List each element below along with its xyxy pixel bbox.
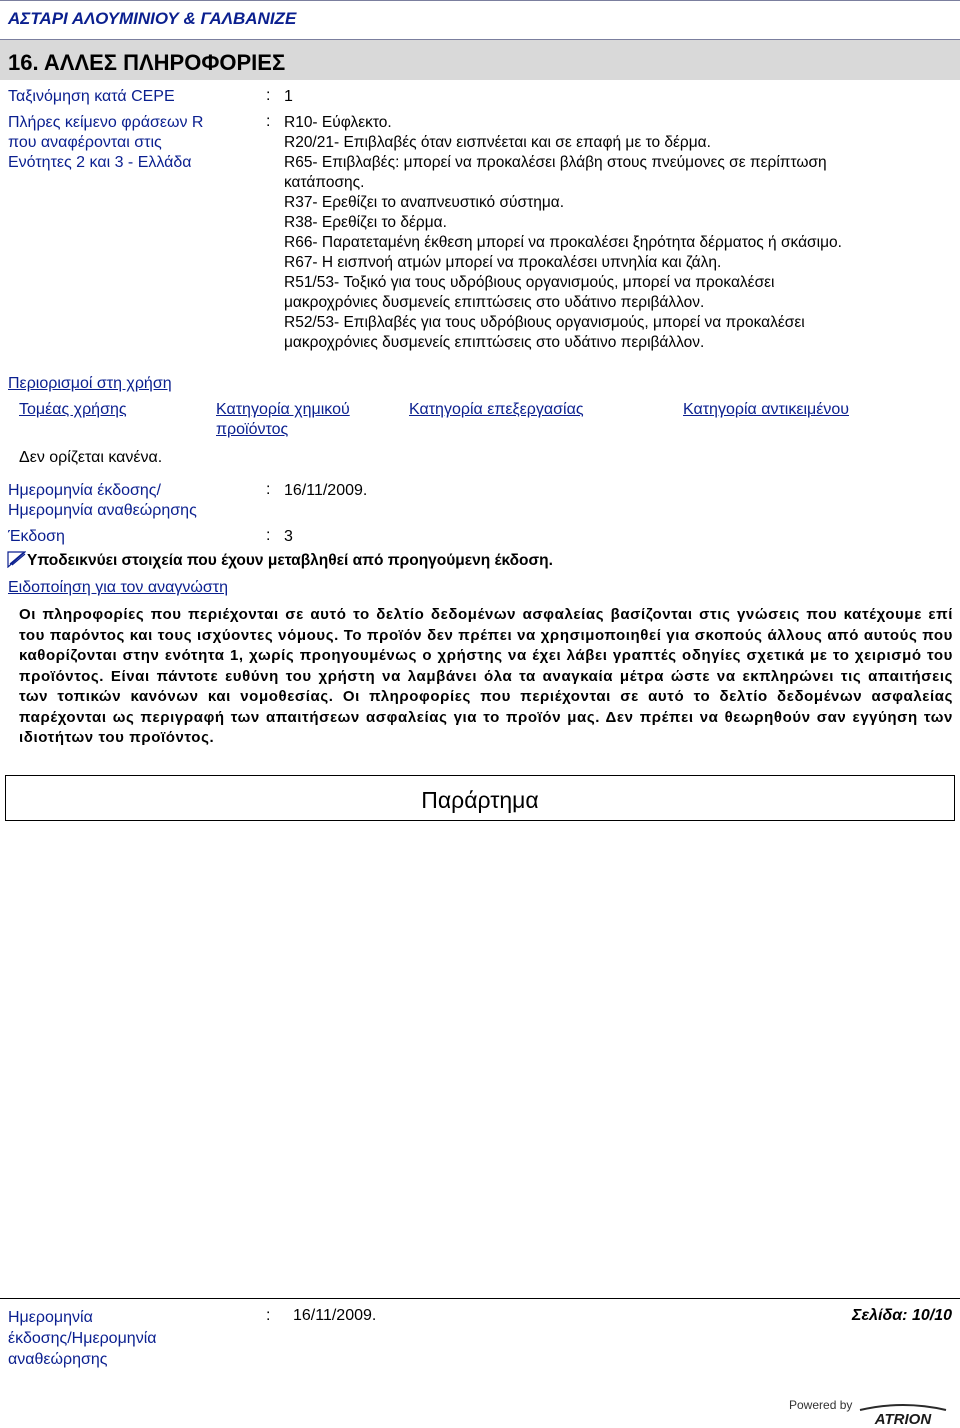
- version-label: Έκδοση: [8, 528, 65, 545]
- r-phrases-label-line-3: Ενότητες 2 και 3 - Ελλάδα: [8, 154, 192, 171]
- page-number: Σελίδα: 10/10: [852, 1307, 952, 1324]
- version-colon: :: [266, 527, 271, 544]
- version-value: 3: [284, 528, 293, 545]
- column-header-process-text: Κατηγορία επεξεργασίας: [409, 401, 584, 418]
- footer-date-value: 16/11/2009.: [293, 1307, 377, 1324]
- column-header-chemical-2: [216, 420, 288, 440]
- column-header-article: [683, 400, 849, 420]
- r-phrase-line: R37- Ερεθίζει το αναπνευστικό σύστημα.: [284, 194, 565, 211]
- r-phrase-line: R10- Εύφλεκτο.: [284, 114, 392, 131]
- r-phrase-line: R38- Ερεθίζει το δέρμα.: [284, 214, 447, 231]
- r-phrase-line: R52/53- Επιβλαβές για τους υδρόβιους οργανισμούς, μπορεί να προκαλέσει: [284, 314, 805, 331]
- r-phrases-label-line-2: που αναφέρονται στις: [8, 134, 162, 151]
- r-phrase-line: R51/53- Τοξικό για τους υδρόβιους οργανισμούς, μπορεί να προκαλέσει: [284, 274, 775, 291]
- document-title: ΑΣΤΑΡΙ ΑΛΟΥΜΙΝΙΟΥ & ΓΑΛΒΑΝΙΖΕ: [8, 9, 297, 28]
- issue-date-label-line-1: Ημερομηνία έκδοσης/: [8, 482, 161, 499]
- footer-date-label-line-1: Ημερομηνία: [8, 1309, 93, 1326]
- footer-date-label-line-3: αναθεώρησης: [8, 1351, 108, 1368]
- reader-notice-heading: [8, 578, 228, 598]
- column-header-chemical: [216, 400, 350, 420]
- atrion-logo-icon: [858, 1402, 948, 1426]
- change-note: Υποδεικνύει στοιχεία που έχουν μεταβληθεί από προηγούμενη έκδοση.: [27, 552, 553, 569]
- reader-notice-text: Οι πληροφορίες που περιέχονται σε αυτό το δελτίο δεδομένων ασφαλείας βασίζονται στις γνώσεις που κατέχουμε επί του παρόντος και τους ισχύοντες νόμους. Το προϊόν δεν πρέπει να χρησιμοποιηθεί για σκοπούς άλλους από αυτούς που καθορίζονται στην ενότητα 1, χωρίς προηγουμένως ο χρήστης να έχει λάβει γραπτές οδηγίες σχετικά με το χειρισμό του προϊόντος. Είναι πάντοτε ευθύνη του χρήστη να λαμβάνει όλα τα αναγκαία μέτρα ώστε να εκπληρώνει τις απαιτήσεις των τοπικών κανόνων και νομοθεσίας. Οι πληροφορίες που περιέχονται σε αυτό το δελτίο δεδομένων ασφαλείας παρέχονται ως περιγραφή των απαιτήσεων ασφαλείας για το προϊόν μας. Δεν πρέπει να θεωρηθούν σαν εγγύηση των ιδιοτήτων του προϊόντος.: [19, 606, 953, 746]
- column-header-sector-text: Τομέας χρήσης: [19, 401, 127, 418]
- column-header-process: [409, 400, 584, 420]
- powered-by-text: Powered by: [789, 1398, 853, 1412]
- section-title: 16. ΑΛΛΕΣ ΠΛΗΡΟΦΟΡΙΕΣ: [8, 50, 286, 75]
- restrictions-value: Δεν ορίζεται κανένα.: [19, 449, 163, 466]
- column-header-chemical-line-2: προϊόντος: [216, 421, 289, 438]
- footer-colon: :: [266, 1307, 271, 1324]
- r-phrase-line: R67- Η εισπνοή ατμών μπορεί να προκαλέσει υπνηλία και ζάλη.: [284, 254, 722, 271]
- classification-value: 1: [284, 88, 293, 105]
- issue-date-colon: :: [266, 481, 271, 498]
- r-phrase-line: μακροχρόνιες δυσμενείς επιπτώσεις στο υδάτινο περιβάλλον.: [284, 334, 705, 351]
- issue-date-value: 16/11/2009.: [284, 482, 368, 499]
- restrictions-heading-text: Περιορισμοί στη χρήση: [8, 375, 172, 392]
- column-header-article-text: Κατηγορία αντικειμένου: [683, 401, 850, 418]
- r-phrase-line: R20/21- Επιβλαβές όταν εισπνέεται και σε επαφή με το δέρμα.: [284, 134, 711, 151]
- r-phrase-line: κατάποσης.: [284, 174, 365, 191]
- column-header-sector: [19, 400, 127, 420]
- atrion-logo-text: ATRION: [874, 1411, 932, 1426]
- reader-notice-heading-text: Ειδοποίηση για τον αναγνώστη: [8, 579, 228, 596]
- r-phrase-line: R65- Επιβλαβές: μπορεί να προκαλέσει βλάβη στους πνεύμονες σε περίπτωση: [284, 154, 827, 171]
- r-phrase-line: μακροχρόνιες δυσμενείς επιπτώσεις στο υδάτινο περιβάλλον.: [284, 294, 705, 311]
- r-phrases-colon: :: [266, 113, 271, 130]
- r-phrases-label-line-1: Πλήρες κείμενο φράσεων R: [8, 114, 204, 131]
- classification-colon: :: [266, 87, 271, 104]
- issue-date-label-line-2: Ημερομηνία αναθεώρησης: [8, 502, 197, 519]
- footer-divider: [0, 1298, 960, 1299]
- footer-date-label: [8, 1307, 157, 1370]
- column-header-chemical-line-1: Κατηγορία χημικού: [216, 401, 350, 418]
- annex-title: Παράρτημα: [421, 787, 539, 813]
- restrictions-heading: [8, 374, 172, 394]
- r-phrase-line: R66- Παρατεταμένη έκθεση μπορεί να προκαλέσει ξηρότητα δέρματος ή σκάσιμο.: [284, 234, 842, 251]
- change-marker-icon: [7, 551, 26, 568]
- classification-label: Ταξινόμηση κατά CEPE: [8, 88, 175, 105]
- footer-date-label-line-2: έκδοσης/Ημερομηνία: [8, 1330, 157, 1347]
